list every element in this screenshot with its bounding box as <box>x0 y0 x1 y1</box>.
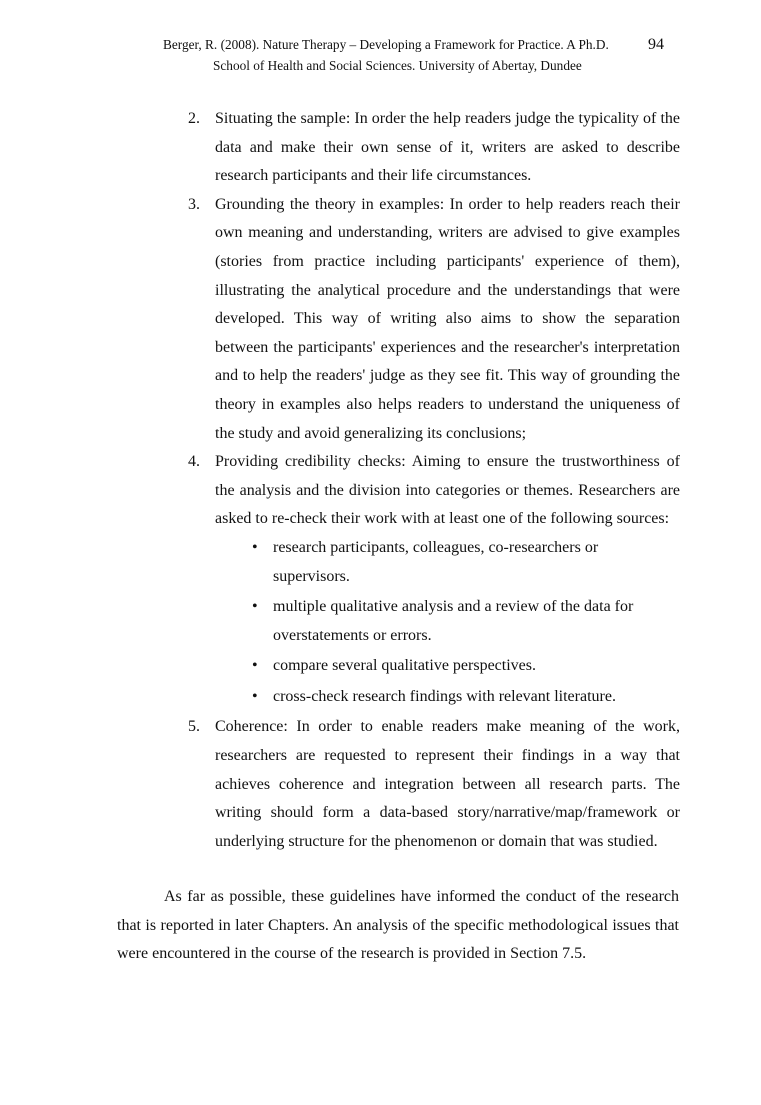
list-item-number: 2. <box>188 110 200 127</box>
credibility-sources-list <box>0 534 761 712</box>
header-citation: Berger, R. (2008). Nature Therapy – Developing a Framework for Practice. A Ph.D. <box>163 37 609 52</box>
bullet-item <box>252 593 643 650</box>
bullet-icon: • <box>252 598 258 616</box>
bullet-icon: • <box>252 657 258 675</box>
page-number: 94 <box>648 36 664 53</box>
bullet-text: compare several qualitative perspectives. <box>273 657 536 675</box>
list-item <box>0 713 761 856</box>
bullet-item <box>252 534 643 591</box>
bullet-icon: • <box>252 687 258 705</box>
bullet-item <box>252 652 643 681</box>
list-item-number: 4. <box>188 453 200 471</box>
list-item-text: Grounding the theory in examples: In order to help readers reach their own meaning and understanding, writers are advised to give examples (stories from practice including participants' experience of them), illustrating the analytical procedure and the understandings that were developed. This way of writing also aims to show the separation between the participants' experiences and the researcher's interpretation and to help the readers' judge as they see fit. This way of grounding the theory in examples also helps readers to understand the uniqueness of the study and avoid generalizing its conclusions; <box>215 195 680 442</box>
list-item <box>0 191 761 448</box>
list-item-text: Situating the sample: In order the help readers judge the typicality of the data and make their own sense of it, writers are asked to describe research participants and their life circumstances. <box>215 110 680 185</box>
list-item-text: Coherence: In order to enable readers make meaning of the work, researchers are requested to represent their findings in a way that achieves coherence and integration between all research parts. The writing should form a data-based story/narrative/map/framework or underlying structure for the phenomenon or domain that was studied. <box>215 718 680 850</box>
closing-paragraph: As far as possible, these guidelines have informed the conduct of the research that is reported in later Chapters. An analysis of the specific methodological issues that were encountered in the course of the research is provided in Section 7.5. <box>117 888 679 963</box>
bullet-item <box>252 683 643 712</box>
list-item <box>0 448 761 711</box>
bullet-text: multiple qualitative analysis and a review of the data for overstatements or errors. <box>273 598 634 644</box>
bullet-text: research participants, colleagues, co-researchers or supervisors. <box>273 538 599 585</box>
list-item-text: Providing credibility checks: Aiming to ensure the trustworthiness of the analysis and the division into categories or themes. Researchers are asked to re-check their work with at least one of the following sources: <box>215 453 680 528</box>
guidelines-list <box>0 105 761 856</box>
bullet-text: cross-check research findings with relevant literature. <box>273 687 616 705</box>
list-item <box>0 105 761 191</box>
list-item-number: 3. <box>188 195 200 213</box>
bullet-icon: • <box>252 538 258 556</box>
header-institution: School of Health and Social Sciences. University of Abertay, Dundee <box>213 58 582 73</box>
list-item-number: 5. <box>188 718 200 736</box>
